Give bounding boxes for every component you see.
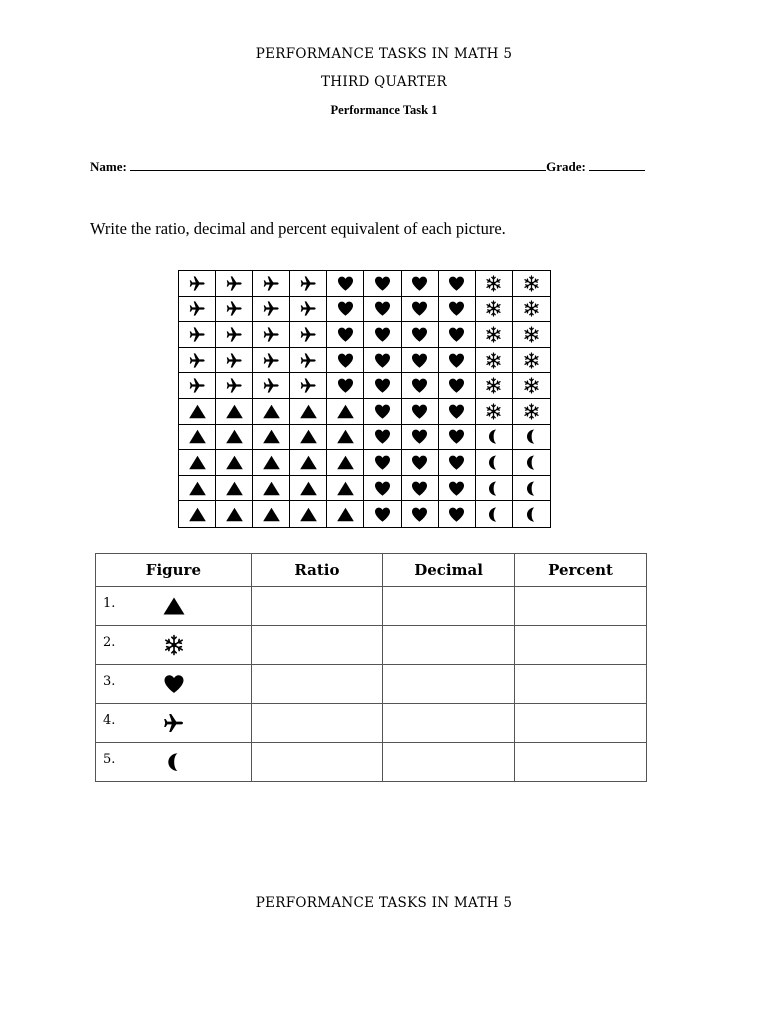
heart-icon [439,450,476,476]
page-footer: PERFORMANCE TASKS IN MATH 5 [255,895,513,911]
ratio-header: Ratio [251,554,382,587]
triangle-icon [290,425,327,451]
page-title: PERFORMANCE TASKS IN MATH 5 [255,46,513,62]
plane-icon [216,373,253,399]
plane-icon [290,348,327,374]
percent-answer-cell[interactable] [515,626,647,665]
triangle-icon [327,450,364,476]
snowflake-icon [513,271,550,297]
triangle-icon [253,476,290,502]
snowflake-icon [476,399,513,425]
row-number: 1. [103,596,116,611]
triangle-icon [179,399,216,425]
name-field[interactable] [130,158,546,171]
figure-cell [96,626,252,665]
triangle-icon [290,399,327,425]
figure-cell [96,743,252,782]
decimal-header: Decimal [383,554,515,587]
triangle-icon [253,399,290,425]
heart-icon [327,322,364,348]
snowflake-icon [513,322,550,348]
table-row [96,743,647,782]
triangle-icon [327,399,364,425]
triangle-icon [216,399,253,425]
ratio-answer-cell[interactable] [251,704,382,743]
triangle-icon [216,501,253,527]
heart-icon [364,399,401,425]
triangle-icon [290,476,327,502]
plane-icon [179,271,216,297]
plane-icon [179,348,216,374]
percent-answer-cell[interactable] [515,665,647,704]
triangle-icon [253,450,290,476]
heart-icon [402,373,439,399]
heart-icon [364,501,401,527]
table-row [96,665,647,704]
moon-icon [513,476,550,502]
plane-icon [290,373,327,399]
heart-icon [327,373,364,399]
picture-grid [178,270,551,528]
moon-icon [476,450,513,476]
moon-icon [513,450,550,476]
grade-field[interactable] [589,158,645,171]
plane-icon [253,373,290,399]
percent-answer-cell[interactable] [515,587,647,626]
heart-icon [364,450,401,476]
decimal-answer-cell[interactable] [383,587,515,626]
triangle-icon [179,425,216,451]
ratio-answer-cell[interactable] [251,587,382,626]
triangle-icon [327,425,364,451]
plane-icon [290,271,327,297]
row-number: 2. [103,635,116,650]
plane-icon [179,297,216,323]
moon-icon [513,501,550,527]
heart-icon [364,322,401,348]
heart-icon [364,297,401,323]
heart-icon [439,501,476,527]
heart-icon [327,297,364,323]
triangle-icon [179,450,216,476]
plane-icon [216,297,253,323]
heart-icon [327,271,364,297]
heart-icon [439,322,476,348]
heart-icon [402,271,439,297]
snowflake-icon [476,322,513,348]
snowflake-icon [513,399,550,425]
triangle-icon [216,450,253,476]
triangle-icon [179,501,216,527]
row-number: 4. [103,713,116,728]
table-row [96,626,647,665]
heart-icon [364,348,401,374]
plane-icon [216,322,253,348]
heart-icon [439,271,476,297]
plane-icon [216,271,253,297]
heart-icon [402,450,439,476]
heart-icon [439,373,476,399]
heart-icon [439,297,476,323]
triangle-icon [290,450,327,476]
heart-icon [439,399,476,425]
ratio-answer-cell[interactable] [251,743,382,782]
table-row [96,587,647,626]
plane-icon [253,348,290,374]
heart-icon [439,476,476,502]
snowflake-icon [476,373,513,399]
decimal-answer-cell[interactable] [383,743,515,782]
moon-icon [476,476,513,502]
snowflake-icon [513,297,550,323]
heart-icon [402,501,439,527]
triangle-icon [253,501,290,527]
plane-icon [290,297,327,323]
heart-icon [364,476,401,502]
moon-icon [476,425,513,451]
heart-icon [402,297,439,323]
row-number: 3. [103,674,116,689]
percent-answer-cell[interactable] [515,743,647,782]
plane-icon [253,297,290,323]
plane-icon [253,271,290,297]
snowflake-icon [513,373,550,399]
grade-label: Grade: [546,159,586,174]
snowflake-icon [476,271,513,297]
plane-icon [216,348,253,374]
snowflake-icon [476,297,513,323]
heart-icon [402,399,439,425]
heart-icon [439,348,476,374]
decimal-answer-cell[interactable] [383,626,515,665]
heart-icon [402,425,439,451]
triangle-icon [290,501,327,527]
heart-icon [327,348,364,374]
triangle-icon [327,501,364,527]
triangle-icon [216,476,253,502]
instructions: Write the ratio, decimal and percent equivalent of each picture. [90,219,506,238]
ratio-answer-cell[interactable] [251,626,382,665]
triangle-icon [216,425,253,451]
plane-icon [179,322,216,348]
snowflake-icon [513,348,550,374]
triangle-icon [327,476,364,502]
decimal-answer-cell[interactable] [383,704,515,743]
snowflake-icon [476,348,513,374]
row-number: 5. [103,752,116,767]
moon-icon [476,501,513,527]
name-grade-line [90,158,645,175]
heart-icon [439,425,476,451]
table-row [96,704,647,743]
percent-answer-cell[interactable] [515,704,647,743]
decimal-answer-cell[interactable] [383,665,515,704]
name-label: Name: [90,159,127,174]
figure-cell [96,704,252,743]
task-heading: Performance Task 1 [330,103,438,117]
percent-header: Percent [515,554,647,587]
plane-icon [290,322,327,348]
heart-icon [402,322,439,348]
table-header-row [96,554,647,587]
answer-table [95,553,647,782]
plane-icon [253,322,290,348]
figure-cell [96,587,252,626]
moon-icon [513,425,550,451]
quarter-heading: THIRD QUARTER [320,74,448,90]
triangle-icon [253,425,290,451]
heart-icon [402,348,439,374]
figure-cell [96,665,252,704]
triangle-icon [179,476,216,502]
heart-icon [364,271,401,297]
ratio-answer-cell[interactable] [251,665,382,704]
heart-icon [402,476,439,502]
heart-icon [364,425,401,451]
figure-header: Figure [96,554,252,587]
heart-icon [364,373,401,399]
plane-icon [179,373,216,399]
